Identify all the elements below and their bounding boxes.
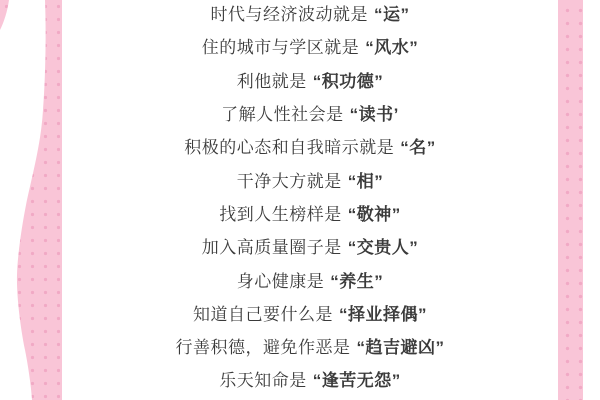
quote-line (62, 196, 558, 229)
quote-term: “交贵人” (347, 238, 419, 258)
quote-line (62, 29, 558, 62)
quote-line (62, 162, 558, 195)
quote-line (62, 229, 558, 262)
quote-prefix: 积极的心态和自我暗示就是 (184, 138, 395, 158)
right-ribbon-decoration (558, 0, 583, 400)
quote-term: “风水” (365, 38, 419, 58)
quote-prefix: 干净大方就是 (236, 171, 342, 191)
quote-term: “相” (347, 171, 384, 191)
quote-prefix: 住的城市与学区就是 (201, 38, 360, 58)
quote-term: “敬神” (347, 204, 401, 224)
quote-term: “逢苦无怨” (312, 371, 401, 391)
quote-prefix: 知道自己要什么是 (193, 304, 333, 324)
quote-line (62, 0, 558, 29)
quote-line (62, 362, 558, 395)
quote-line (62, 329, 558, 362)
quote-term: “名” (400, 138, 436, 158)
quote-prefix: 利他就是 (236, 71, 307, 91)
quote-term: “择业择偶” (339, 304, 427, 324)
quote-term: “运” (374, 5, 410, 25)
left-ribbon-shape (17, 0, 62, 400)
quote-lines (62, 0, 558, 396)
quote-line (62, 296, 558, 329)
quote-prefix: 乐天知命是 (219, 371, 307, 391)
quote-prefix: 了解人性社会是 (221, 105, 344, 125)
quote-term: “积功德” (312, 71, 384, 91)
quote-line (62, 129, 558, 162)
quote-prefix: 加入高质量圈子是 (201, 238, 342, 258)
quote-prefix: 时代与经济波动就是 (210, 5, 368, 25)
quote-line (62, 262, 558, 295)
left-ribbon-decoration (0, 0, 70, 400)
quote-term: “读书’ (349, 105, 399, 125)
left-corner-sliver (0, 0, 9, 30)
quote-line (62, 63, 558, 96)
quote-term: “趋吉避凶” (356, 338, 445, 358)
quote-prefix: 身心健康是 (236, 271, 325, 291)
quote-prefix: 找到人生榜样是 (219, 204, 342, 224)
quote-line (62, 96, 558, 129)
quote-prefix: 行善积德，避免作恶是 (175, 338, 351, 358)
quote-term: “养生” (330, 271, 384, 291)
